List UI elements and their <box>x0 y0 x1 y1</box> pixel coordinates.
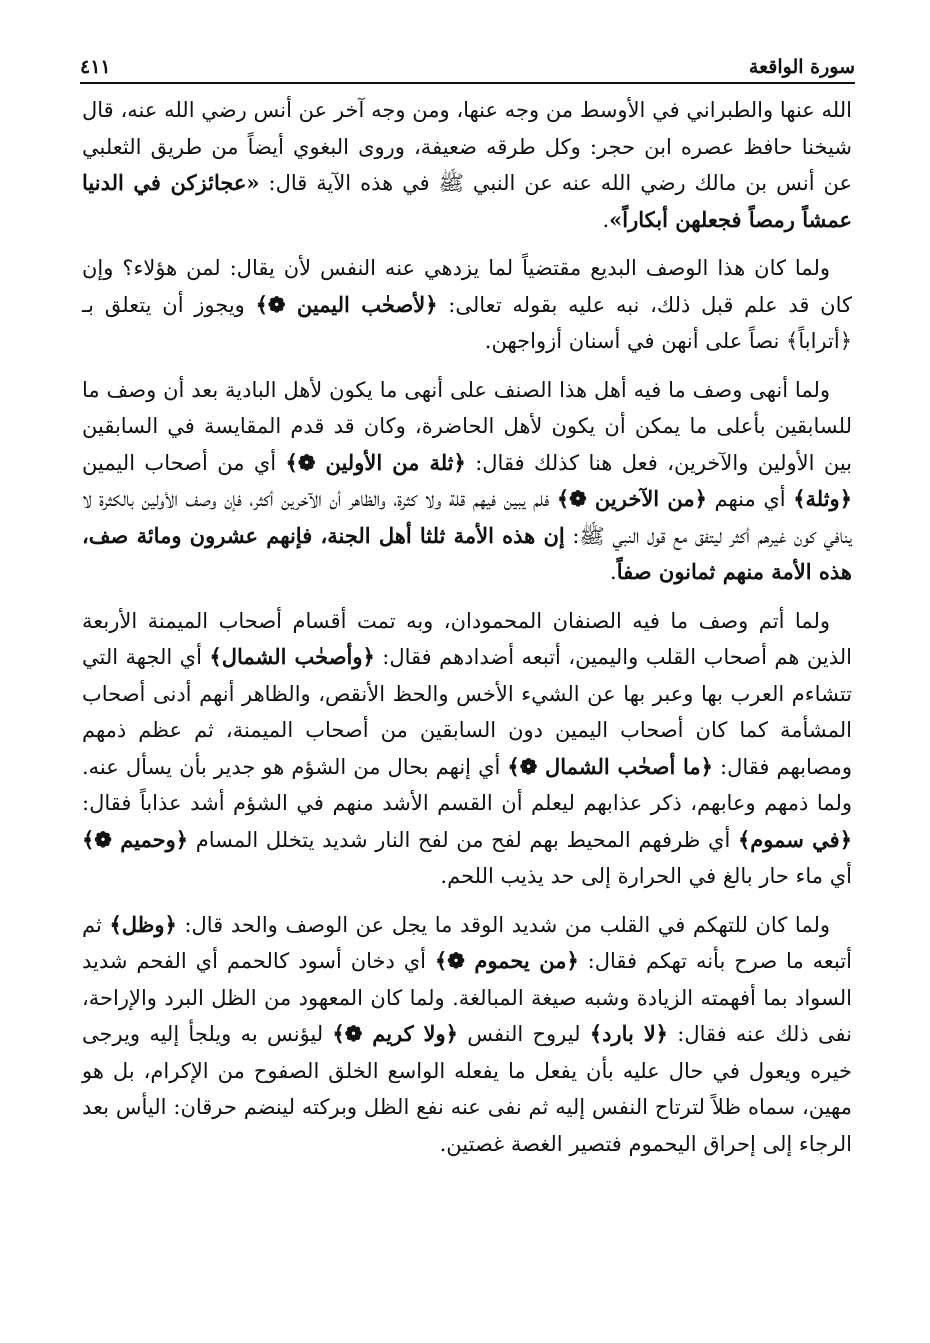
emphasized-text: ﴿ثلة من الأولين ❁﴾ <box>285 449 466 475</box>
paragraph <box>82 603 852 895</box>
text-run: ليؤنس به ويلجأ إليه ويرجى خيره ويعول في حال عليه بأن يفعل ما يفعله الواسع الخلق الصفوح من الإكرام، بل هو مهين، سماه ظلاً لترتاح النفس إليه ثم نفى عنه نفع الظل وبركته لينضم حرقان: اليأس بعد الرجاء إلى إحراق اليحموم فتصير الغصة غصتين. <box>82 1022 852 1156</box>
text-run: ثم أتبعه ما صرح بأنه تهكم فقال: <box>82 912 853 973</box>
text-run: الله عنها والطبراني في الأوسط من وجه عنها، ومن وجه آخر عن أنس رضي الله عنه، قال شيخنا حافظ عصره ابن حجر: وكل طرقه ضعيفة، وروى البغوي أيضاً من طريق الثعلبي عن أنس بن مالك رضي الله عنه عن النبي ﷺ في هذه الآية قال: <box>82 98 852 195</box>
emphasized-text: ﴿وحميم ❁﴾ <box>82 826 189 852</box>
header-divider <box>80 82 855 84</box>
text-run: أي الجهة التي تتشاءم العرب بها وعبر بها عن الشيء الأخس والحظ الأنقص، والظاهر أنهم أدنى أصحاب المشأمة كما كان أصحاب اليمين دون السابقين من أصحاب الميمنة، ثم عظم ذمهم ومصابهم فقال: <box>82 645 852 779</box>
emphasized-text: ﴿من الآخرين ❁﴾ <box>556 486 707 511</box>
text-run: ولما أتم وصف ما فيه الصنفان المحمودان، وبه تمت أقسام أصحاب الميمنة الأربعة الذين هم أصحاب القلب واليمين، أتبعه أضدادهم فقال: <box>82 608 852 669</box>
text-run: أي دخان أسود كالحمم أي الفحم شديد السواد بما أفهمته الزيادة وشبه صيغة المبالغة. ولما كان المعهود من الظل البرد والإراحة، نفى ذلك عنه فقال: <box>82 949 853 1046</box>
text-run: ويجوز أن يتعلق بـ <box>82 292 256 317</box>
text-run: أي من أصحاب اليمين <box>82 450 286 475</box>
text-run: نصاً على أنهن في أسنان أزواجهن. <box>484 329 787 353</box>
surah-title: سورة الواقعة <box>748 56 855 78</box>
text-run: أي ماء حار بالغ في الحرارة إلى حد يذيب اللحم. <box>440 864 852 888</box>
text-run: ﴿أتراباً﴾ <box>786 329 852 353</box>
text-run: أي منهم <box>706 487 794 511</box>
emphasized-text: ﴿لأصحٰب اليمين ❁﴾ <box>255 291 438 317</box>
text-run: ولما كان هذا الوصف البديع مقتضياً لما يزدهي عنه النفس لأن يقال: لمن هؤلاء؟ وإن كان قد علم قبل ذلك، نبه عليه بقوله تعالى: <box>82 256 852 317</box>
emphasized-text: ﴿ولا كريم ❁﴾ <box>332 1021 458 1046</box>
text-run: ولما كان للتهكم في القلب من شديد الوقد ما يجل عن الوصف والحد قال: <box>176 912 831 937</box>
text-run: . <box>610 560 617 584</box>
text-run: ليروح النفس <box>457 1022 590 1046</box>
emphasized-text: ﴿وظل﴾ <box>109 911 177 937</box>
emphasized-text: ﴿ما أصحٰب الشمال ❁﴾ <box>507 753 713 779</box>
text-run: ولما أنهى وصف ما فيه أهل هذا الصنف على أنهى ما يكون لأهل البادية بعد أن وصف ما للسابقين بأعلى ما يمكن أن يكون لأهل الحاضرة، وكان قد قدم المقايسة في السابقين بين الأولين والآخرين، فعل هنا كذلك فقال: <box>82 377 852 475</box>
emphasized-text: ﴿وثلة﴾ <box>793 486 852 511</box>
paragraph <box>82 92 852 238</box>
page-number: ٤١١ <box>80 56 111 78</box>
paragraph <box>82 907 852 1163</box>
emphasized-text: «عجائزكن في الدنيا عمشاً رمصاً فجعلهن أبكاراً» <box>82 170 852 232</box>
emphasized-text: ﴿في سموم﴾ <box>737 826 852 852</box>
text-run: فلم يبين فيهم قلة ولا كثرة، والظاهر أن الآخرين أكثر، فإن وصف الأولين بالكثرة لا ينافي كون غيرهم أكثر ليتفق مع قول النبي ﷺ: <box>82 487 852 548</box>
emphasized-text: ﴿وأصحٰب الشمال﴾ <box>209 644 375 669</box>
paragraph <box>82 372 852 591</box>
text-run: أي إنهم بحال من الشؤم هو جدير بأن يسأل عنه. ولما ذمهم وعابهم، ذكر عذابهم ليعلم أن القسم الأشد منهم في الشؤم أشد عذاباً فقال: <box>82 754 852 815</box>
paragraph <box>82 250 852 360</box>
text-run: أي ظرفهم المحيط بهم لفح من لفح النار شديد يتخلل المسام <box>188 827 738 852</box>
running-header <box>80 44 855 78</box>
text-run: . <box>602 207 610 232</box>
emphasized-text: ﴿لا بارد﴾ <box>589 1021 668 1046</box>
emphasized-text: ﴿من يحموم ❁﴾ <box>434 948 579 973</box>
body-text <box>82 92 852 1174</box>
emphasized-text: إن هذه الأمة ثلثا أهل الجنة، فإنهم عشرون ومائة صف، هذه الأمة منهم ثمانون صفاً <box>82 522 852 584</box>
